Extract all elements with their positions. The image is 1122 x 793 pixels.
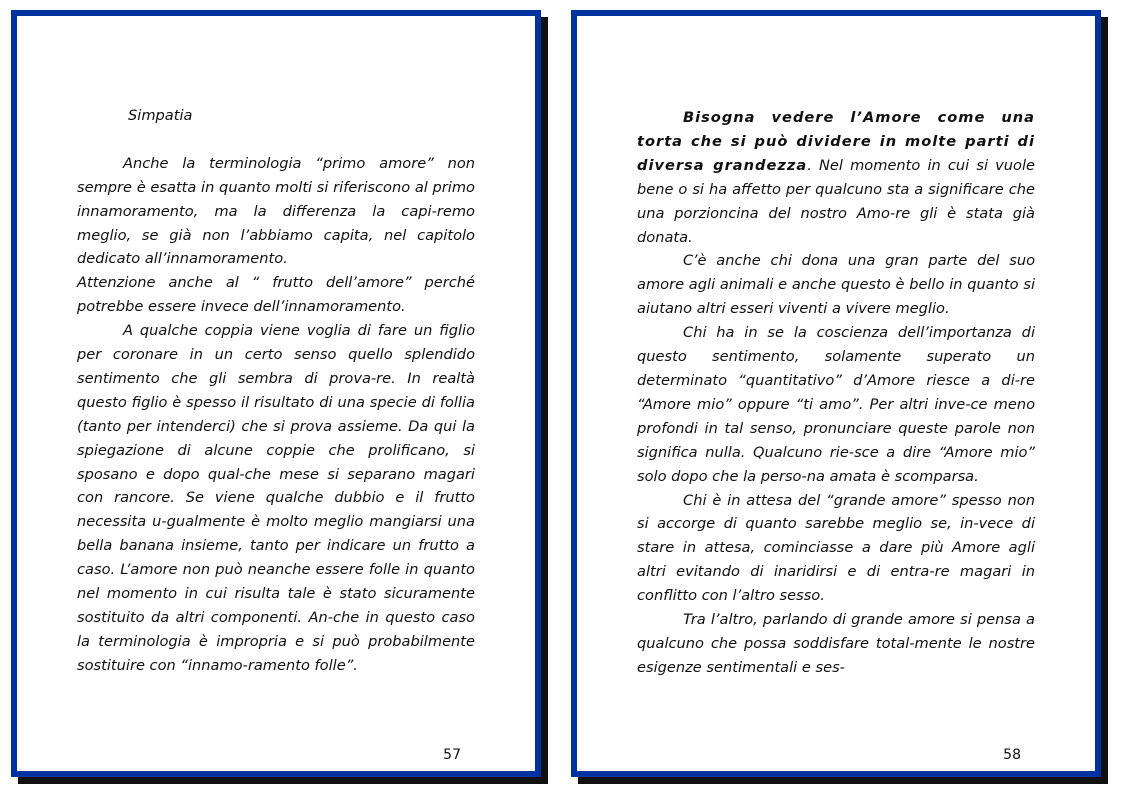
paragraph: Attenzione anche al “ frutto dell’amore” perché potrebbe essere invece dell’innamoramento. [77, 274, 475, 316]
lead-paragraph [637, 106, 1035, 249]
paragraph: Tra l’altro, parlando di grande amore si pensa a qualcuno che possa soddisfare total-mente le nostre esigenze sentimentali e ses- [637, 611, 1035, 676]
page-number: 58 [1003, 747, 1021, 763]
bold-statement: Bisogna vedere l’Amore come una torta che si può dividere in molte parti di diversa grandezza [637, 109, 1035, 174]
left-page-text [77, 104, 475, 678]
paragraph: Anche la terminologia “primo amore” non sempre è esatta in quanto molti si riferiscono al primo innamoramento, ma la differenza la capi-remo meglio, se già non l’abbiamo capita, nel capitolo dedicato all’innamoramento. [77, 154, 475, 268]
paragraph: C’è anche chi dona una gran parte del suo amore agli animali e anche questo è bello in quanto si aiutano altri esseri viventi a vivere meglio. [637, 252, 1035, 318]
section-heading: Simpatia [128, 107, 193, 124]
page-number: 57 [443, 747, 461, 763]
paragraph: Chi è in attesa del “grande amore” spesso non si accorge di quanto sarebbe meglio se, in-vece di stare in attesa, cominciasse a dare più Amore agli altri evitando di inaridirsi e di entra-re magari in conflitto con l’altro sesso. [637, 491, 1035, 605]
left-page [11, 10, 541, 777]
right-page-text [637, 106, 1035, 680]
paragraph: Chi ha in se la coscienza dell’importanza di questo sentimento, solamente superato un determinato “quantitativo” d’Amore riesce a di-re “Amore mio” oppure “ti amo”. Per altri inve-ce meno profondi in tal senso, pronunciare queste parole non significa nulla. Qualcuno rie-sce a dire “Amore mio” solo dopo che la perso-na amata è scomparsa. [637, 324, 1035, 485]
paragraph: A qualche coppia viene voglia di fare un figlio per coronare in un certo senso quello splendido sentimento che gli sembra di prova-re. In realtà questo figlio è spesso il risultato di una specie di follia (tanto per intenderci) che si prova assieme. Da qui la spiegazione di alcune coppie che prolificano, si sposano e dopo qual-che mese si separano magari con rancore. Se viene qualche dubbio e il frutto necessita u-gualmente è molto meglio mangiarsi una bella banana insieme, tanto per indicare un frutto a caso. L’amore non può neanche essere folle in quanto nel momento in cui risulta tale è stato sicuramente sostituito da altri componenti. An-che in questo caso la terminologia è impropria e si può probabilmente sostituire con “innamo-ramento folle”. [77, 322, 475, 674]
lead-paragraph-rest: . Nel momento in cui si vuole bene o si ha affetto per qualcuno sta a significare che una porzioncina del nostro Amo-re gli è stata già donata. [637, 156, 1035, 246]
right-page [571, 10, 1101, 777]
